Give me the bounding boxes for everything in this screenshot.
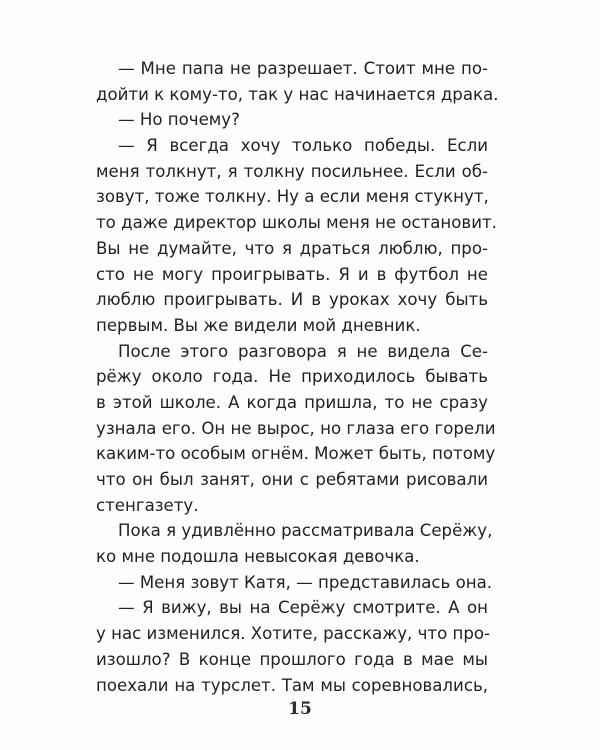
text-line: — Мне папа не разрешает. Стоит мне по- [118,59,488,78]
text-line: первым. Вы же видели мой дневник. [96,315,421,335]
text-line: люблю проигрывать. И в уроках хочу быть [96,290,488,310]
text-line: узнала его. Он не вырос, но глаза его горели [96,418,496,438]
text-line: сто не могу проигрывать. Я и в футбол не [96,264,488,284]
text-line: зовут, тоже толкну. Ну а если меня стукнут, [96,187,489,207]
text-line: каким-то особым огнём. Может быть, потому [96,444,496,464]
text-line: ко мне подошла невысокая девочка. [96,547,420,567]
text-line: что он был занят, они с ребятами рисовали [96,470,488,489]
text-line: то даже директор школы меня не остановит. [96,213,497,233]
text-line: Пока я удивлённо рассматривала Серёжу, [118,521,493,541]
text-line: меня толкнут, я толкну посильнее. Если об- [96,161,488,181]
body-text [96,56,499,698]
text-line: После этого разговора я не видела Се- [118,341,488,361]
text-line: дойти к кому-то, так у нас начинается драка. [96,84,499,104]
text-line: стенгазету. [96,495,199,515]
text-line: — Я вижу, вы на Серёжу смотрите. А он [118,598,488,618]
page-number: 15 [288,699,312,719]
text-line: Вы не думайте, что я драться люблю, про- [96,238,488,258]
text-line: рёжу около года. Не приходилось бывать [96,367,488,387]
text-line: — Меня зовут Катя, — представилась она. [118,572,493,592]
text-line: изошло? В конце прошлого года в мае мы [96,649,488,669]
text-line: — Я всегда хочу только победы. Если [118,136,488,156]
text-line: в этой школе. А когда пришла, то не сразу [96,392,488,412]
text-line: — Но почему? [118,110,240,130]
text-line: у нас изменился. Хотите, расскажу, что про- [96,624,491,644]
text-line: поехали на турслет. Там мы соревновались, [96,675,488,695]
